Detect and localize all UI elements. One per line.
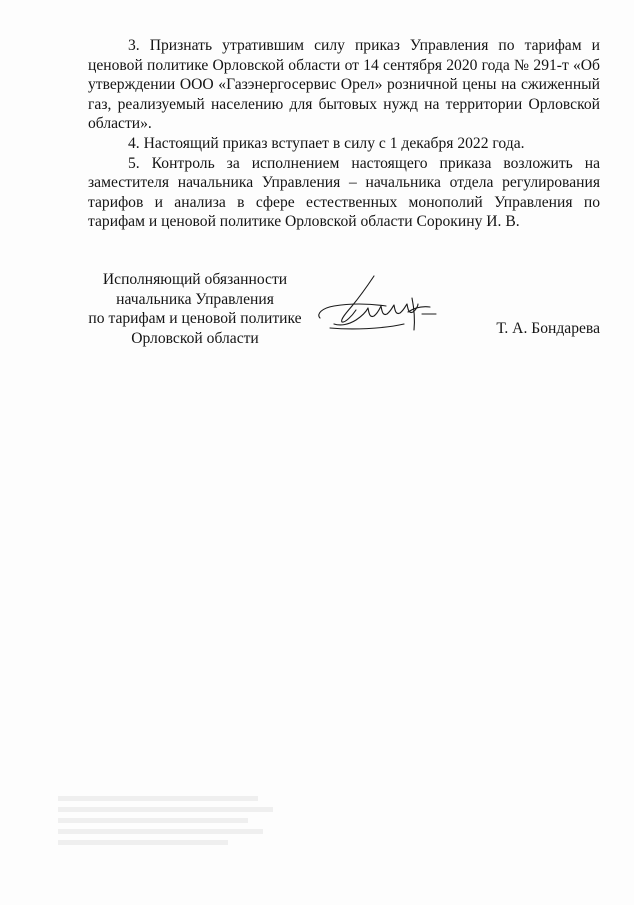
signatory-title-line: Орловской области [131, 329, 259, 347]
signatory-title-line: Исполняющий обязанности [102, 271, 288, 288]
faded-stamp [58, 790, 288, 870]
signatory-title-line: начальника Управления [116, 290, 274, 308]
paragraph-3: 3. Признать утратившим силу приказ Управления по тарифам и ценовой политике Орловской области от 14 сентября 2020 года № 291-т «Об утверждении ООО «Газэнергосервис Орел» розничной цены на сжиженный газ, реализуемый населению для бытовых нужд на территории Орловской области». [88, 37, 600, 133]
paragraph-5: 5. Контроль за исполнением настоящего приказа возложить на заместителя начальника Управления – начальника отдела регулирования тарифов и анализа в сфере естественных монополий Управления по тарифам и ценовой политике Орловской области Сорокину И. В. [88, 154, 600, 231]
handwritten-signature-icon [312, 268, 442, 338]
signatory-title [80, 270, 310, 348]
signatory-title-line: по тарифам и ценовой политике [88, 310, 302, 328]
document-body [88, 36, 600, 232]
signatory-name: Т. А. Бондарева [496, 320, 600, 337]
paragraph-4: 4. Настоящий приказ вступает в силу с 1 декабря 2022 года. [128, 134, 525, 152]
